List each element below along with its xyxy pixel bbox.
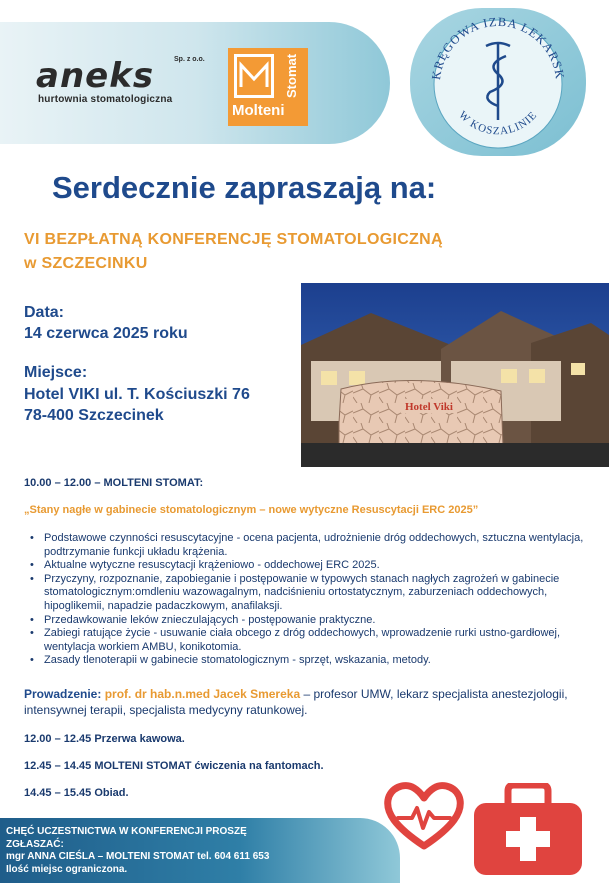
page-title: Serdecznie zapraszają na: — [52, 170, 437, 205]
date-label: Data: — [24, 304, 65, 321]
list-item: • Przyczyny, rozpoznanie, zapobieganie i postępowanie w typowych stanach nagłych zagrożeń w gabinecie stomatologicznym:omdleniu wazowagalnym, nadciśnieniu ortostatycznym, zaburzeniach oddechowych, hipoglikemii, napadzie padaczkowym, anafilaksji. — [28, 573, 608, 614]
registration-info — [6, 826, 269, 876]
molteni-logo-word: Molteni — [232, 102, 285, 119]
lecture-title: „Stany nagłe w gabinecie stomatologicznym – nowe wytyczne Resuscytacji ERC 2025” — [24, 504, 479, 516]
seal-text-bottom: W KOSZALINIE — [456, 108, 540, 138]
heart-pulse-icon — [384, 782, 464, 852]
molteni-logo-stomat: Stomat — [284, 53, 299, 99]
place-line1: Hotel VIKI ul. T. Kościuszki 76 — [24, 386, 250, 403]
hotel-sign: Hotel Viki — [405, 401, 453, 413]
registration-note: Ilość miejsc ograniczona. — [6, 863, 128, 875]
list-item: • Zabiegi ratujące życie - usuwanie ciała obcego z dróg oddechowych, wprowadzenie rurki ustno-gardłowej, wentylacja workiem AMBU, konikotomia. — [28, 627, 608, 654]
aneks-logo-suffix: Sp. z o.o. — [174, 56, 205, 63]
session1-time: 10.00 – 12.00 – MOLTENI STOMAT: — [24, 477, 204, 489]
schedule-item-workshop: 12.45 – 14.45 MOLTENI STOMAT ćwiczenia na fantomach. — [24, 760, 324, 772]
aneks-logo-subtitle: hurtownia stomatologiczna — [38, 94, 173, 105]
medical-chamber-seal — [410, 8, 586, 156]
molteni-stomat-logo — [228, 48, 308, 126]
lecture-topics-list — [28, 532, 608, 668]
list-item: • Przedawkowanie leków znieczulających - postępowanie praktyczne. — [28, 614, 608, 628]
list-item: • Aktualne wytyczne resuscytacji krążeniowo - oddechowej ERC 2025. — [28, 559, 608, 573]
aneks-logo-word: aneks — [36, 56, 155, 96]
conference-title-line1: VI BEZPŁATNĄ KONFERENCJĘ STOMATOLOGICZNĄ — [24, 231, 443, 248]
place-label: Miejsce: — [24, 364, 88, 381]
hotel-photo — [301, 283, 609, 467]
list-item: • Podstawowe czynności resuscytacyjne - ocena pacjenta, udrożnienie dróg oddechowych, sztuczna wentylacja, podtrzymanie funkcji układu krążenia. — [28, 532, 608, 559]
schedule-item-lunch: 14.45 – 15.45 Obiad. — [24, 787, 129, 799]
lecturer-info — [24, 686, 594, 718]
registration-contact: mgr ANNA CIEŚLA – MOLTENI STOMAT tel. 604 611 653 — [6, 851, 270, 862]
lecturer-description: – profesor UMW, lekarz specjalista anestezjologii, intensywnej terapii, specjalista medycyny ratunkowej. — [24, 687, 568, 717]
registration-line1: CHĘĆ UCZESTNICTWA W KONFERENCJI PROSZĘ — [6, 826, 247, 837]
conference-title-line2: w SZCZECINKU — [24, 255, 148, 272]
registration-line2: ZGŁASZAĆ: — [6, 838, 64, 850]
conference-title — [24, 228, 443, 276]
schedule-item-coffee: 12.00 – 12.45 Przerwa kawowa. — [24, 733, 185, 745]
date-value: 14 czerwca 2025 roku — [24, 325, 188, 342]
lecturer-label: Prowadzenie: — [24, 687, 102, 701]
place-line2: 78-400 Szczecinek — [24, 407, 164, 424]
lecturer-name: prof. dr hab.n.med Jacek Smereka — [104, 687, 301, 701]
aneks-logo — [36, 58, 216, 106]
list-item: • Zasady tlenoterapii w gabinecie stomatologicznym - sprzęt, wskazania, metody. — [28, 654, 608, 668]
first-aid-kit-icon — [472, 783, 584, 878]
molteni-m-icon — [234, 54, 274, 98]
seal-text-top: KRĘGOWA IZBA LEKARSK — [429, 14, 567, 81]
